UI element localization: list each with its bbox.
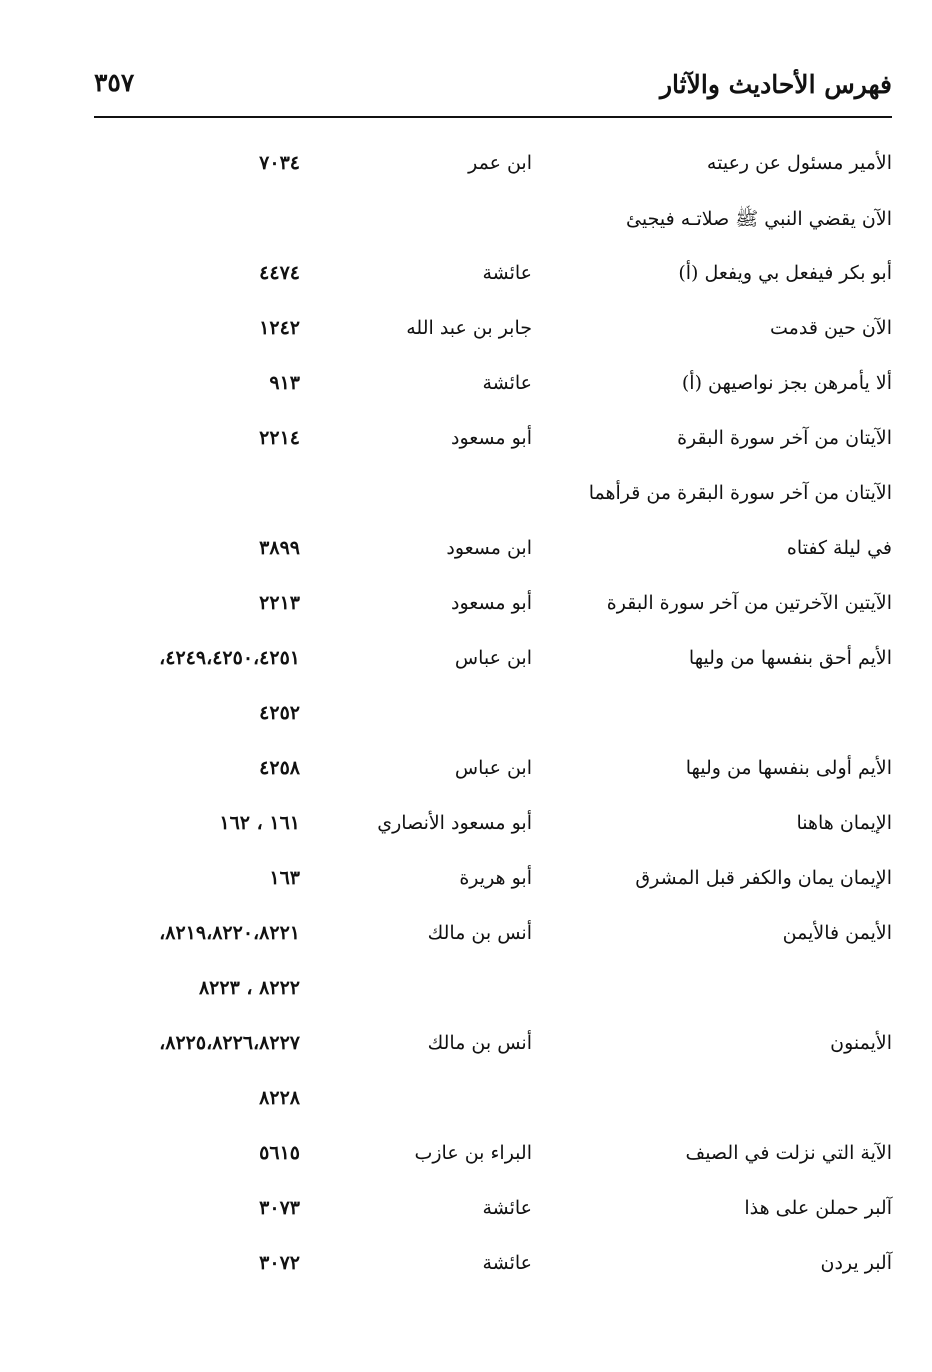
hadith-text: آلبر حملن على هذا [744, 1197, 892, 1219]
hadith-reference-numbers: ٤٢٤٩،٤٢٥٠،٤٢٥١، [159, 647, 300, 669]
header-divider [94, 116, 892, 118]
hadith-text: الآن يقضي النبي ﷺ صلاتـه فيجيئ [626, 208, 892, 230]
index-row [60, 800, 892, 855]
narrator-name: أنس بن مالك [427, 922, 532, 944]
index-row [60, 195, 892, 250]
hadith-reference-numbers: ٨٢٢٢ ، ٨٢٢٣ [198, 977, 300, 999]
hadith-reference-numbers: ٢٢١٤ [259, 427, 300, 449]
hadith-reference-numbers: ١٦١ ، ١٦٢ [219, 812, 300, 834]
narrator-name: عائشة [482, 262, 532, 284]
narrator-name: عائشة [482, 1252, 532, 1274]
index-row [60, 965, 892, 1020]
hadith-text: الآية التي نزلت في الصيف [685, 1142, 892, 1164]
page-title: فهرس الأحاديث والآثار [659, 70, 892, 99]
hadith-text: الإيمان يمان والكفر قبل المشرق [635, 867, 892, 889]
index-row [60, 580, 892, 635]
narrator-name: أبو مسعود الأنصاري [377, 812, 532, 834]
index-row [60, 910, 892, 965]
hadith-index-list [60, 140, 892, 1295]
hadith-text: أبو بكر فيفعل بي ويفعل (أ) [678, 262, 892, 284]
hadith-reference-numbers: ٨٢٢٥،٨٢٢٦،٨٢٢٧، [159, 1032, 300, 1054]
index-row [60, 635, 892, 690]
hadith-text: الآيتان من آخر سورة البقرة [677, 427, 892, 449]
hadith-text: الأيمن فالأيمن [782, 922, 892, 944]
narrator-name: جابر بن عبد الله [406, 317, 532, 339]
hadith-reference-numbers: ٤٤٧٤ [259, 262, 300, 284]
hadith-text: الآيتان من آخر سورة البقرة من قرأهما [588, 482, 892, 504]
hadith-text: آلبر يردن [820, 1252, 892, 1274]
narrator-name: عائشة [482, 372, 532, 394]
hadith-reference-numbers: ١٦٣ [269, 867, 300, 889]
index-row [60, 305, 892, 360]
index-row [60, 415, 892, 470]
hadith-text: الآيتين الآخرتين من آخر سورة البقرة [606, 592, 892, 614]
hadith-reference-numbers: ٩١٣ [269, 372, 300, 394]
index-row [60, 690, 892, 745]
narrator-name: عائشة [482, 1197, 532, 1219]
index-row [60, 1020, 892, 1075]
index-row [60, 855, 892, 910]
narrator-name: ابن عمر [468, 152, 532, 174]
hadith-reference-numbers: ٢٢١٣ [259, 592, 300, 614]
hadith-reference-numbers: ٤٢٥٢ [259, 702, 300, 724]
narrator-name: ابن مسعود [446, 537, 532, 559]
hadith-text: الأمير مسئول عن رعيته [706, 152, 892, 174]
hadith-text: الأيمنون [830, 1032, 892, 1054]
narrator-name: أنس بن مالك [427, 1032, 532, 1054]
narrator-name: أبو هريرة [459, 867, 532, 889]
hadith-reference-numbers: ٥٦١٥ [259, 1142, 300, 1164]
index-row [60, 745, 892, 800]
narrator-name: البراء بن عازب [414, 1142, 532, 1164]
narrator-name: أبو مسعود [451, 592, 532, 614]
narrator-name: أبو مسعود [451, 427, 532, 449]
page-number: ٣٥٧ [94, 68, 135, 97]
hadith-text: الأيم أحق بنفسها من وليها [688, 647, 892, 669]
hadith-reference-numbers: ١٢٤٢ [259, 317, 300, 339]
index-row [60, 1240, 892, 1295]
index-row [60, 1185, 892, 1240]
hadith-text: الأيم أولى بنفسها من وليها [685, 757, 892, 779]
index-row [60, 525, 892, 580]
hadith-reference-numbers: ٣٨٩٩ [259, 537, 300, 559]
hadith-text: الإيمان هاهنا [796, 812, 892, 834]
page-header [94, 62, 892, 110]
hadith-reference-numbers: ٣٠٧٢ [259, 1252, 300, 1274]
hadith-reference-numbers: ٧٠٣٤ [259, 152, 300, 174]
hadith-text: ألا يأمرهن بجز نواصيهن (أ) [681, 372, 892, 394]
narrator-name: ابن عباس [454, 757, 532, 779]
index-row [60, 1130, 892, 1185]
hadith-reference-numbers: ٨٢١٩،٨٢٢٠،٨٢٢١، [159, 922, 300, 944]
index-row [60, 470, 892, 525]
index-row [60, 140, 892, 195]
index-row [60, 1075, 892, 1130]
hadith-reference-numbers: ٨٢٢٨ [259, 1087, 300, 1109]
hadith-text: الآن حين قدمت [770, 317, 892, 339]
hadith-reference-numbers: ٤٢٥٨ [259, 757, 300, 779]
index-row [60, 360, 892, 415]
hadith-reference-numbers: ٣٠٧٣ [259, 1197, 300, 1219]
hadith-text: في ليلة كفتاه [786, 537, 892, 559]
narrator-name: ابن عباس [454, 647, 532, 669]
index-row [60, 250, 892, 305]
